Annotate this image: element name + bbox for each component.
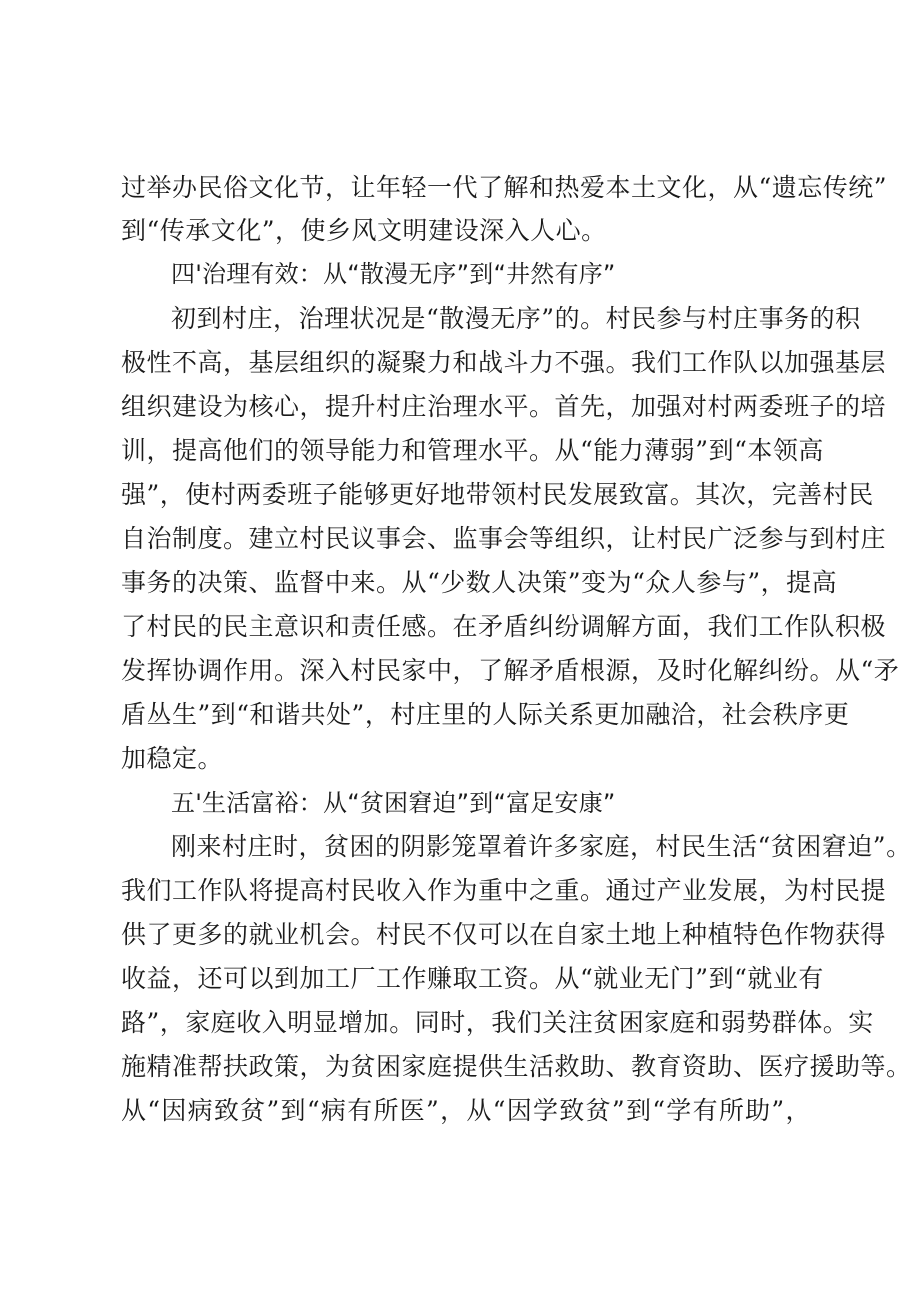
- section-five-line: 施精准帮扶政策，为贫困家庭提供生活救助、教育资助、医疗援助等。: [121, 1052, 912, 1081]
- intro-line-2: 到“传承文化”，使乡风文明建设深入人心。: [121, 216, 607, 245]
- section-four-line: 加稳定。: [121, 744, 224, 773]
- section-four-line: 了村民的民主意识和责任感。在矛盾纠纷调解方面，我们工作队积极: [121, 612, 887, 641]
- section-five-line: 我们工作队将提高村民收入作为重中之重。通过产业发展，为村民提: [121, 876, 887, 905]
- section-four-line: 组织建设为核心，提升村庄治理水平。首先，加强对村两委班子的培: [121, 392, 887, 421]
- section-four-line: 强”，使村两委班子能够更好地带领村民发展致富。其次，完善村民: [121, 480, 874, 509]
- section-four-line: 初到村庄，治理状况是“散漫无序”的。村民参与村庄事务的积: [171, 304, 861, 333]
- section-five-heading: 五'生活富裕：从“贫困窘迫”到“富足安康”: [171, 789, 616, 817]
- section-four-line: 极性不高，基层组织的凝聚力和战斗力不强。我们工作队以加强基层: [121, 348, 887, 377]
- section-four-line: 事务的决策、监督中来。从“少数人决策”变为“众人参与”，提高: [121, 568, 838, 597]
- section-four-line: 自治制度。建立村民议事会、监事会等组织，让村民广泛参与到村庄: [121, 524, 887, 553]
- section-four-line: 训，提高他们的领导能力和管理水平。从“能力薄弱”到“本领高: [121, 436, 824, 465]
- section-five-line: 供了更多的就业机会。村民不仅可以在自家土地上种植特色作物获得: [121, 920, 887, 949]
- intro-line-1: 过举办民俗文化节，让年轻一代了解和热爱本土文化，从“遗忘传统”: [121, 173, 888, 202]
- section-five-line: 从“因病致贫”到“病有所医”，从“因学致贫”到“学有所助”，: [121, 1096, 811, 1125]
- section-four-line: 盾丛生”到“和谐共处”，村庄里的人际关系更加融洽，社会秩序更: [121, 700, 850, 729]
- section-four-line: 发挥协调作用。深入村民家中，了解矛盾根源，及时化解纠纷。从“矛: [121, 656, 900, 685]
- section-five-line: 刚来村庄时，贫困的阴影笼罩着许多家庭，村民生活“贫困窘迫”。: [171, 832, 912, 861]
- section-five-line: 收益，还可以到加工厂工作赚取工资。从“就业无门”到“就业有: [121, 964, 824, 993]
- section-five-line: 路”，家庭收入明显增加。同时，我们关注贫困家庭和弱势群体。实: [121, 1008, 874, 1037]
- section-four-heading: 四'治理有效：从“散漫无序”到“井然有序”: [171, 260, 616, 288]
